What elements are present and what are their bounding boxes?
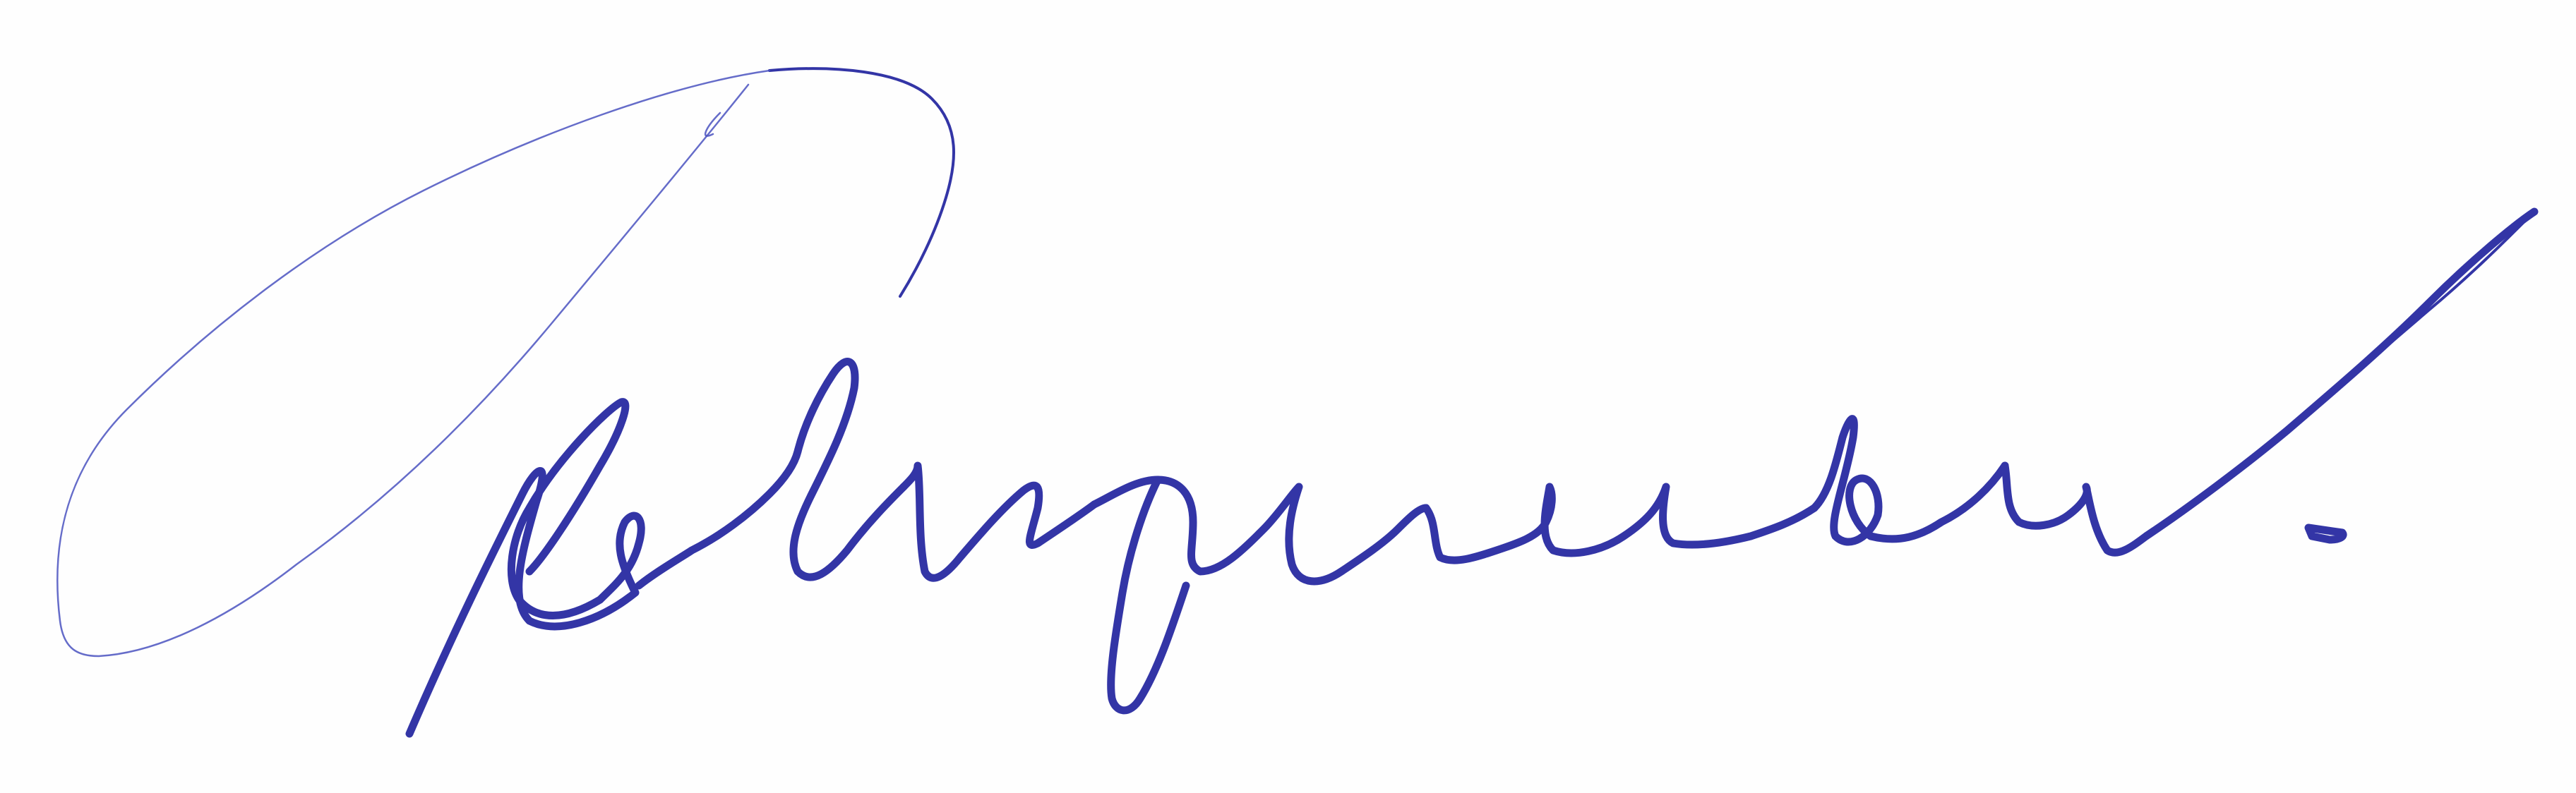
signature-loop-top-stroke [769, 68, 954, 296]
signature-letter-3 [1094, 480, 1426, 581]
signature-descender-loop [1111, 480, 1186, 710]
signature-loop-inner-line [705, 113, 720, 136]
signature-letter-6 [2005, 212, 2534, 552]
signature-letter-2 [639, 362, 904, 586]
signature-letter-2b [904, 466, 1094, 578]
signature-end-mark [2308, 528, 2343, 540]
signature-letter-5 [1814, 419, 2005, 542]
signature-strokes [57, 68, 2534, 734]
signature-letter-1 [409, 402, 641, 734]
signature-letter-4 [1426, 487, 1814, 560]
